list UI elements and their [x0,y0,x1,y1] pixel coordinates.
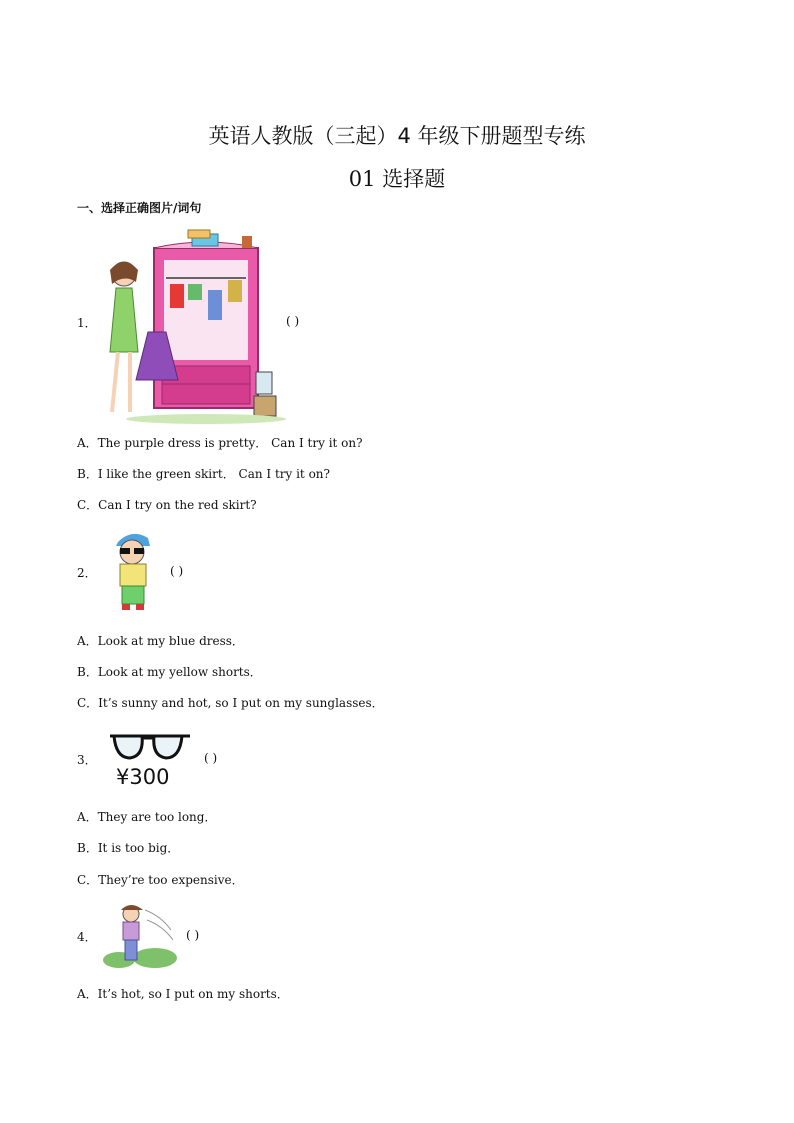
page-subtitle: 01 选择题 [348,167,446,191]
question-1-number: 1． [77,316,97,330]
option-a[interactable]: A．They are too long． [77,810,217,824]
option-b[interactable]: B．Look at my yellow shorts． [77,665,262,679]
option-c[interactable]: C．Can I try on the red skirt? [77,498,257,512]
question-3-number: 3． [77,753,97,767]
price-label: ¥300 [116,765,170,789]
section-heading: 一、选择正确图片/词句 [77,201,202,215]
answer-parentheses[interactable]: ( ) [204,751,218,765]
option-b[interactable]: B．I like the green skirt． Can I try it on? [77,467,330,481]
girl-windy-icon [101,900,181,974]
question-4-number: 4． [77,930,97,944]
option-a[interactable]: A．It’s hot, so I put on my shorts． [77,987,289,1001]
answer-parentheses[interactable]: ( ) [186,928,200,942]
option-a[interactable]: A．Look at my blue dress． [77,634,244,648]
answer-parentheses[interactable]: ( ) [286,314,300,328]
option-a[interactable]: A．The purple dress is pretty． Can I try it on? [77,436,363,450]
option-b[interactable]: B．It is too big． [77,841,180,855]
wardrobe-girl-icon [96,216,286,428]
question-2-number: 2． [77,566,97,580]
answer-parentheses[interactable]: ( ) [170,564,184,578]
option-c[interactable]: C．They’re too expensive． [77,873,244,887]
page-title: 英语人教版（三起）4 年级下册题型专练 [208,124,586,148]
option-c[interactable]: C．It’s sunny and hot, so I put on my sunglasses． [77,696,384,710]
glasses-icon [108,728,192,766]
boy-sunglasses-icon [110,528,156,618]
